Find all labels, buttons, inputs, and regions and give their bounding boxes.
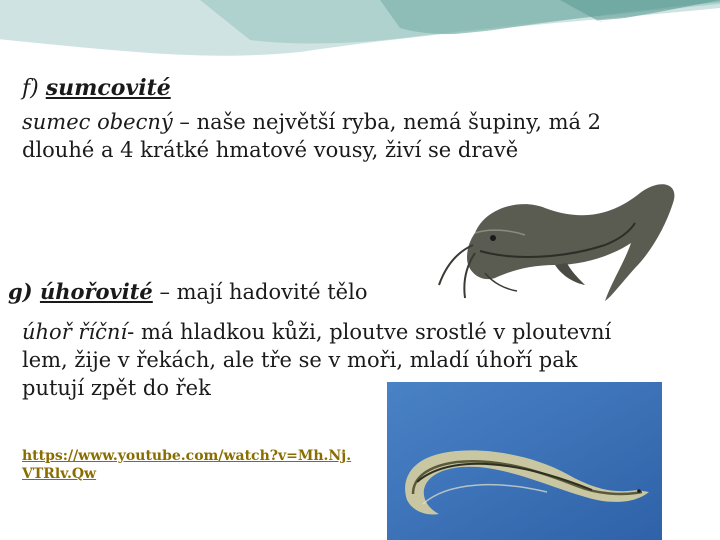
- section-g-title: úhořovité: [39, 279, 153, 304]
- eel-name: úhoř říční: [22, 320, 128, 344]
- catfish-image: [435, 173, 690, 308]
- section-f-heading: [22, 74, 171, 103]
- eel-line3: putují zpět do řek: [22, 376, 211, 400]
- eel-line1: - má hladkou kůži, ploutve srostlé v ploutevní: [127, 320, 612, 344]
- section-g-rest: – mají hadovité tělo: [152, 280, 368, 304]
- eel-line2: lem, žije v řekách, ale tře se v moři, mladí úhoří pak: [22, 348, 578, 372]
- youtube-link[interactable]: https://www.youtube.com/watch?v=Mh.Nj.VTRlv.Qw: [22, 448, 352, 482]
- section-f-title: sumcovité: [45, 75, 171, 101]
- section-g-prefix: g): [8, 279, 40, 304]
- catfish-name: sumec obecný: [22, 110, 173, 134]
- eel-image: [387, 382, 662, 540]
- section-g-heading: [8, 278, 367, 306]
- header-wave-decoration: [0, 0, 720, 70]
- catfish-line1: – naše největší ryba, nemá šupiny, má 2: [172, 110, 602, 134]
- catfish-description: [22, 108, 601, 164]
- section-f-prefix: f): [22, 76, 46, 101]
- catfish-line2: dlouhé a 4 krátké hmatové vousy, živí se dravě: [22, 138, 519, 162]
